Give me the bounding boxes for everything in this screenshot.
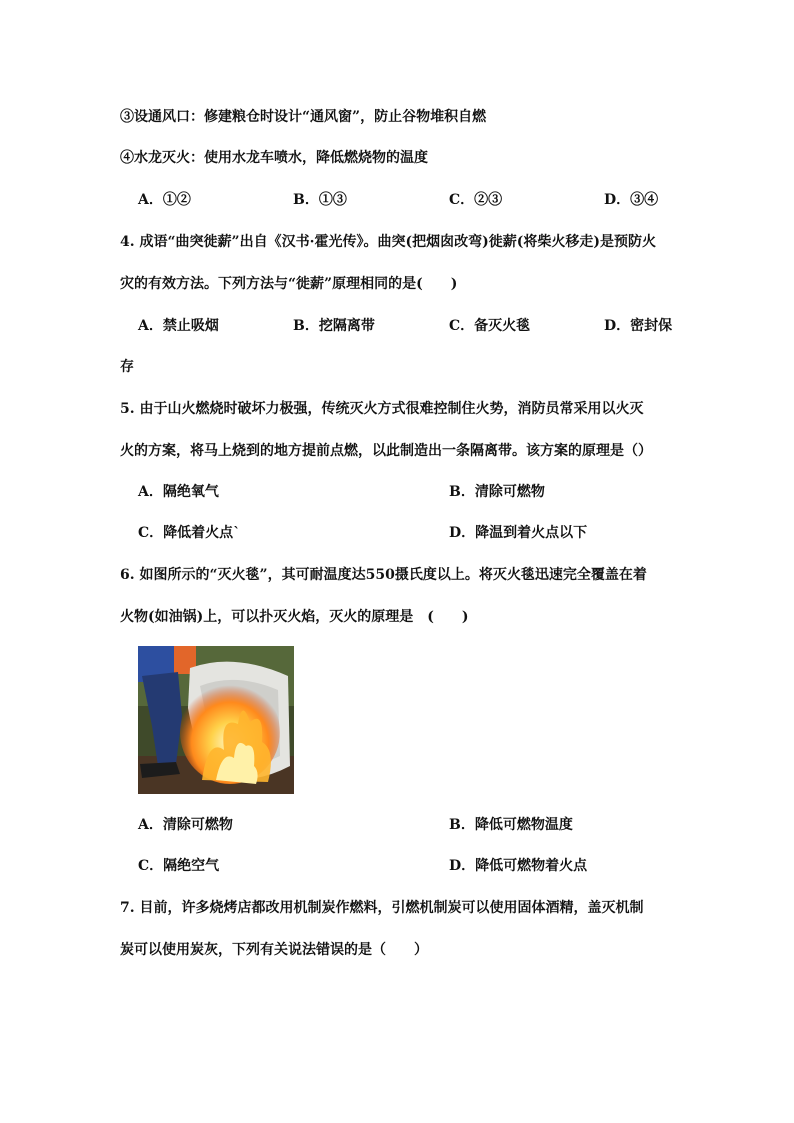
q3-option-c: C．②③: [449, 192, 503, 208]
q7-stem-line-2: 炭可以使用炭灰，下列有关说法错误的是（ ）: [120, 942, 428, 958]
q4-option-a: A．禁止吸烟: [138, 318, 219, 334]
q6-option-a: A．清除可燃物: [138, 817, 233, 833]
q6-stem-line-1: 6. 如图所示的“灭火毯”，其可耐温度达550摄氏度以上。将灭火毯迅速完全覆盖在着: [120, 567, 647, 583]
q5-option-c: C．降低着火点`: [138, 525, 241, 541]
q4-option-b: B．挖隔离带: [293, 318, 375, 334]
q6-option-d: D．降低可燃物着火点: [449, 858, 588, 874]
q6-option-c: C．隔绝空气: [138, 858, 220, 874]
q4-stem-line-2: 灾的有效方法。下列方法与“徙薪”原理相同的是( ): [120, 276, 458, 292]
q5-option-a: A．隔绝氧气: [138, 484, 219, 500]
q4-stem-line-1: 4. 成语“曲突徙薪”出自《汉书·霍光传》。曲突(把烟囱改弯)徙薪(将柴火移走)是预防火: [120, 234, 656, 250]
q3-option-b: B．①③: [293, 192, 347, 208]
q5-stem-line-1: 5. 由于山火燃烧时破坏力极强，传统灭火方式很难控制住火势，消防员常采用以火灭: [120, 401, 644, 417]
q3-option-d: D．③④: [604, 192, 659, 208]
q4-option-d-wrap: 存: [120, 359, 134, 375]
q5-option-b: B．清除可燃物: [449, 484, 545, 500]
q5-stem-line-2: 火的方案，将马上烧到的地方提前点燃，以此制造出一条隔离带。该方案的原理是（）: [120, 443, 652, 459]
q4-option-d: D．密封保: [604, 318, 673, 334]
q6-stem-line-2: 火物(如油锅)上，可以扑灭火焰，灭火的原理是 ( ): [120, 609, 469, 625]
fire-blanket-photo: [138, 646, 294, 794]
q6-option-b: B．降低可燃物温度: [449, 817, 573, 833]
q3-option-a: A．①②: [138, 192, 191, 208]
q3-item-3: ③设通风口：修建粮仓时设计“通风窗”，防止谷物堆积自燃: [120, 109, 487, 125]
q3-item-4: ④水龙灭火：使用水龙车喷水，降低燃烧物的温度: [120, 150, 428, 166]
q7-stem-line-1: 7. 目前，许多烧烤店都改用机制炭作燃料，引燃机制炭可以使用固体酒精，盖灭机制: [120, 900, 644, 916]
q5-option-d: D．降温到着火点以下: [449, 525, 588, 541]
q4-option-c: C．备灭火毯: [449, 318, 531, 334]
